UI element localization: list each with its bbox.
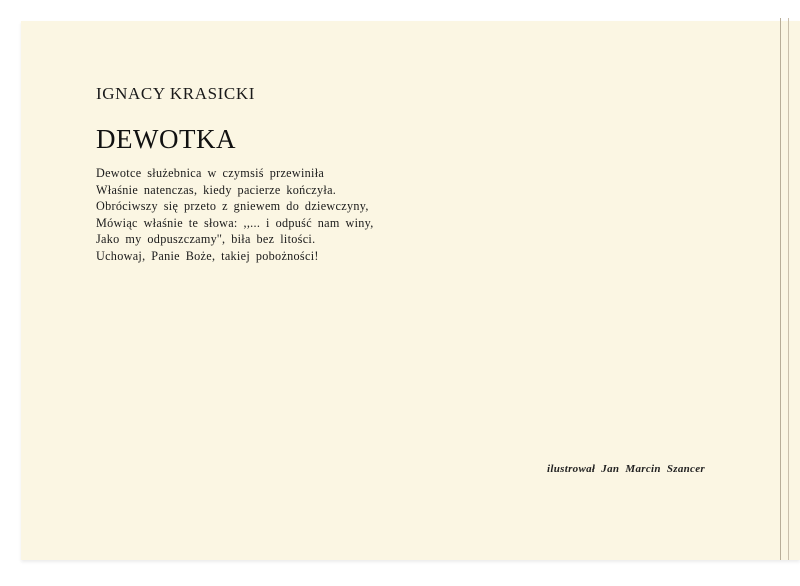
poem-title: DEWOTKA — [96, 124, 236, 154]
poem-line: Właśnie natenczas, kiedy pacierze kończyła. — [96, 182, 337, 197]
fold-line — [780, 18, 781, 560]
author-name: IGNACY KRASICKI — [96, 84, 256, 103]
poem-text — [96, 165, 374, 265]
fold-line — [788, 18, 789, 560]
poem-line: Mówiąc właśnie te słowa: ,,... i odpuść nam winy, — [96, 215, 374, 230]
poem-line: Jako my odpuszczamy'', biła bez litości. — [96, 232, 316, 247]
poem-line: Obróciwszy się przeto z gniewem do dziewczyny, — [96, 199, 369, 214]
illustrator-credit: ilustrował Jan Marcin Szancer — [547, 463, 705, 475]
poem-line: Uchowaj, Panie Boże, takiej pobożności! — [96, 248, 319, 263]
poem-line: Dewotce służebnica w czymsiś przewiniła — [96, 166, 325, 180]
